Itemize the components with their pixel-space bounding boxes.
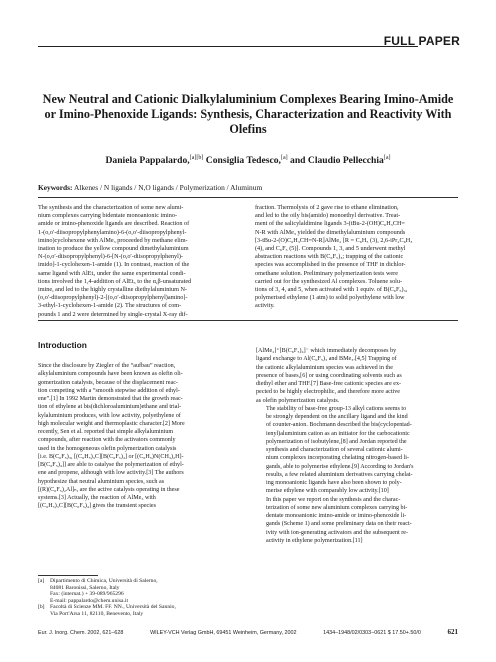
body-text-line: diethyl ether and THF.[7] Base-free cationic species are ex- bbox=[256, 381, 402, 387]
issn-line: 1434–1948/02/0303−0621 $ 17.50+.50/0 bbox=[323, 630, 421, 636]
author-affiliation-mark: [a] bbox=[280, 155, 288, 161]
abstract-line: fraction. Thermolysis of 2 gave rise to ethane elimination, bbox=[255, 204, 399, 211]
footnote-line: Fax: (internat.) + 39-089/965296 bbox=[50, 591, 124, 598]
body-text-line: activity in ethylene polymerization.[11] bbox=[266, 537, 363, 544]
paper-title bbox=[40, 92, 456, 137]
body-text-line: [(C₆H₅)₃C][B(C₆F₅)₄] gives the transient species bbox=[38, 503, 157, 510]
footnote-line: Facoltà di Scienze MM. FF. NN., Università del Sannio, bbox=[50, 604, 176, 611]
publisher-line: WILEY-VCH Verlag GmbH, 69451 Weinheim, Germany, 2002 bbox=[150, 630, 297, 636]
section-heading-introduction: Introduction bbox=[38, 340, 87, 350]
abstract-line: tions involved the 1,4-addition of AlEt₃ to the α,β-unsaturated bbox=[38, 277, 192, 285]
abstract-line: (o,o′-diisopropylphenyl)-2-[(o,o′-diisopropylphenyl)amino]- bbox=[38, 294, 188, 302]
body-text-line: polymerization of isobutylene,[8] and Jordan reported the bbox=[266, 438, 407, 445]
body-text-line: compounds, after reaction with the activators commonly bbox=[38, 437, 176, 444]
abstract-line: species was accomplished in the presence of THF in dichlor- bbox=[255, 261, 406, 269]
footnote-mark: [a] bbox=[38, 578, 45, 584]
author-name: Consiglia Tedesco, bbox=[205, 155, 281, 167]
abstract-line: imine, and led to the highly crystalline diethylaluminium N- bbox=[38, 286, 187, 294]
body-text-line: ene”.[1] In 1992 Martin demonstrated that the growth reac- bbox=[38, 396, 183, 402]
page-footer bbox=[38, 628, 458, 636]
title-line: New Neutral and Cationic Dialkylaluminium Complexes Bearing Imino-Amide bbox=[42, 92, 454, 106]
footnote-line: Via Port'Arsa 11, 82110, Benevento, Italy bbox=[50, 610, 144, 617]
keywords bbox=[38, 183, 458, 192]
abstract-line: (4), and C₆F₅ (5)]. Compounds 1, 3, and 5 underwent methyl bbox=[255, 245, 406, 253]
body-text-line: recently, Sen et al. reported that simple alkylaluminium bbox=[38, 429, 174, 435]
body-text-line: ing monoanionic ligands have also been shown to poly- bbox=[266, 480, 402, 486]
author-affiliation-mark: [a] bbox=[383, 155, 391, 161]
abstract-right-column bbox=[255, 204, 458, 311]
body-text-line: ligand exchange to Al(C₆F₅)₃ and BMe₃.[4,5] Trapping of bbox=[256, 356, 397, 363]
page-number: 621 bbox=[447, 628, 458, 636]
body-text-line: kylaluminium produces, with low activity, polyethylene of bbox=[38, 412, 181, 419]
footnote-mark: [b] bbox=[38, 604, 45, 611]
abstract-line: imido]-1-cyclohexen-1-amide (1). In contrast, reaction of the bbox=[38, 261, 190, 269]
body-text-line: ene and propene, although with low activity.[3] The authors bbox=[38, 470, 184, 477]
body-text-line: results, a few related aluminium derivatives carrying chelat- bbox=[266, 471, 413, 478]
body-left-column bbox=[38, 362, 240, 511]
section-label: FULL PAPER bbox=[383, 34, 460, 48]
body-text-line: hypothesize that neutral aluminium species, such as bbox=[38, 478, 165, 485]
body-right-column bbox=[256, 347, 458, 545]
body-text-line: merise ethylene with comparably low activity.[10] bbox=[266, 488, 389, 495]
footnote-text bbox=[50, 604, 176, 617]
abstract-line: tions of 3, 4, and 5, when activated with 1 equiv. of B(C₆F₅)₃, bbox=[255, 286, 408, 294]
abstract-line: activity. bbox=[255, 302, 275, 310]
abstract-line: ination to produce the yellow compound dimethylaluminium bbox=[38, 245, 189, 253]
affiliation-footnotes bbox=[38, 578, 240, 618]
abstract-line: 1-(o,o′-diisopropylphenylamino)-6-(o,o′-diisopropylphenyl- bbox=[38, 228, 187, 236]
abstract-line: imino)cyclohexene with AlMe₃ proceeded by methane elim- bbox=[38, 236, 188, 244]
abstract-line: amide or imino-phenoxide ligands are described. Reaction of bbox=[38, 220, 190, 228]
body-text-line: used in the homogeneous olefin polymerization catalysis bbox=[38, 445, 177, 452]
title-line: or Imino-Phenoxide Ligands: Synthesis, Characterization and Reactivity With bbox=[44, 107, 452, 121]
header-rule bbox=[38, 46, 418, 47]
paragraph bbox=[256, 347, 458, 405]
abstract-line: pounds 1 and 2 were determined by single-crystal X-ray dif- bbox=[38, 310, 188, 318]
abstract-left-column bbox=[38, 204, 241, 319]
abstract-line: N-R with AlMe₃ yielded the dimethylaluminium compounds bbox=[255, 228, 406, 236]
body-text-line: ienyl)aluminium cation as an initiator for the carbocationic bbox=[266, 430, 410, 437]
body-text-line: [(R)(C₆F₅)₂Al]ₙ, are the active catalysts operating in these bbox=[38, 486, 180, 493]
body-text-line: terization of some new aluminium complexes carrying bi- bbox=[266, 504, 408, 511]
paragraph bbox=[256, 496, 458, 546]
body-text-line: the cationic alkylaluminium species was achieved in the bbox=[256, 364, 393, 371]
journal-citation: Eur. J. Inorg. Chem. 2002, 621–628 bbox=[38, 630, 124, 636]
body-text-line: dentate monoanionic imino-amide or imino-phenoxide li- bbox=[266, 513, 407, 519]
body-text-line: [B(C₆F₅)₄]] are able to catalyse the polymerization of ethyl- bbox=[38, 462, 184, 468]
abstract-line: N-(o,o′-diisopropylphenyl)-6-[N-(o,o′-diisopropylphenyl)- bbox=[38, 253, 183, 261]
abstract-line: 3-ethyl-1-cyclohexen-1-amide (2). The structures of com- bbox=[38, 302, 182, 310]
body-text-line: synthesis and characterization of several cationic alumi- bbox=[266, 447, 403, 453]
abstract-line: and led to the oily bis(amido) monoethyl derivative. Treat- bbox=[255, 212, 401, 220]
abstract-bottom-rule bbox=[38, 320, 458, 321]
footnote-line: 84081 Baronissi, Salerno, Italy bbox=[50, 584, 120, 591]
abstract-line: same ligand with AlEt₃ under the same experimental condi- bbox=[38, 269, 186, 277]
footnote-rule bbox=[38, 575, 98, 576]
body-text-line: pected to be highly electrophilic, and therefore more active bbox=[256, 389, 400, 396]
body-text-line: ivity with ion-generating activators and the subsequent re- bbox=[266, 529, 408, 536]
body-text-line: [i.e. B(C₆F₅)₃, [(C₆H₅)₃C][B(C₆F₅)₄] or [(C₆H₅)N(CH₃)₂H]- bbox=[38, 453, 184, 460]
author-affiliation-mark: [a][b] bbox=[189, 155, 204, 161]
footnote-text bbox=[50, 578, 158, 604]
body-text-line: tion competing with a “smooth stepwise addition of ethyl- bbox=[38, 387, 180, 394]
abstract-line: omethane solution. Preliminary polymerization tests were bbox=[255, 269, 398, 277]
body-text-line: gands, able to polymerise ethylene.[9] According to Jordan's bbox=[266, 463, 414, 470]
body-text-line: nium complexes incorporating chelating nitrogen-based li- bbox=[266, 455, 409, 462]
body-text-line: systems.[3] Actually, the reaction of AlMe₃ with bbox=[38, 495, 156, 501]
body-text-line: of counter-anion. Bochmann described the bis(cyclopentad- bbox=[266, 422, 412, 429]
author-name: and Claudio Pellecchia bbox=[290, 155, 384, 167]
abstract-line: The synthesis and the characterization of some new alumi- bbox=[38, 204, 184, 211]
body-text-line: [AlMe₂]⁺[B(C₆F₅)₄]⁻ which immediately decomposes by bbox=[256, 348, 397, 354]
body-text-line: tion of ethylene at bis(dichloroaluminium)ethane and trial- bbox=[38, 404, 182, 411]
abstract-top-rule bbox=[38, 197, 458, 198]
body-text-line: Since the disclosure by Ziegler of the “aufbau” reaction, bbox=[38, 363, 176, 369]
abstract-line: nium complexes carrying bidentate monoanionic imino- bbox=[38, 212, 178, 220]
abstract-line: ment of the salicylaldimine ligands 3-(tBu-2-(OH)C₆H₃CH= bbox=[255, 220, 405, 228]
body-text-line: high molecular weight and thermoplastic character.[2] More bbox=[38, 420, 185, 427]
affiliation-footnote bbox=[38, 578, 240, 604]
body-text-line: In this paper we report on the synthesis and the charac- bbox=[266, 496, 401, 503]
abstract-line: carried out for the synthesized Al complexes. Toluene solu- bbox=[255, 277, 403, 285]
body-text-line: alkylaluminium compounds have been known as olefin oli- bbox=[38, 371, 183, 378]
keywords-text: Alkenes / N ligands / N,O ligands / Polymerization / Aluminum bbox=[73, 183, 263, 192]
author-name: Daniela Pappalardo, bbox=[105, 155, 190, 167]
author-list bbox=[40, 155, 456, 166]
keywords-label: Keywords: bbox=[38, 183, 73, 192]
footnote-line: Dipartimento di Chimica, Università di Salerno, bbox=[50, 578, 158, 584]
affiliation-footnote bbox=[38, 604, 240, 617]
body-text-line: be strongly dependent on the ancillary ligand and the kind bbox=[266, 414, 408, 420]
title-line: Olefins bbox=[229, 122, 267, 136]
footnote-line: E-mail: pappalardo@chem.unisa.it bbox=[50, 597, 129, 604]
body-text-line: gands (Scheme 1) and some preliminary data on their react- bbox=[266, 521, 412, 528]
body-text-line: presence of bases,[6] or using coordinating solvents such as bbox=[256, 372, 402, 379]
abstract-line: abstraction reactions with B(C₆F₅)₃; trapping of the cationic bbox=[255, 253, 404, 261]
abstract-line: [3-tBu-2-(O)C₆H₃CH=N-R]AlMe₂ [R = C₆H₅ (3), 2,6-iPr₂C₆H₃ bbox=[255, 236, 413, 244]
body-text-line: gomerization catalysts, because of the displacement reac- bbox=[38, 379, 178, 386]
body-text-line: The stability of base-free group-13 alkyl cations seems to bbox=[266, 405, 407, 412]
paragraph bbox=[256, 405, 458, 496]
abstract-line: polymerised ethylene (1 atm) to solid polyethylene with low bbox=[255, 294, 405, 302]
body-text-line: as olefin polymerization catalysts. bbox=[256, 397, 340, 404]
